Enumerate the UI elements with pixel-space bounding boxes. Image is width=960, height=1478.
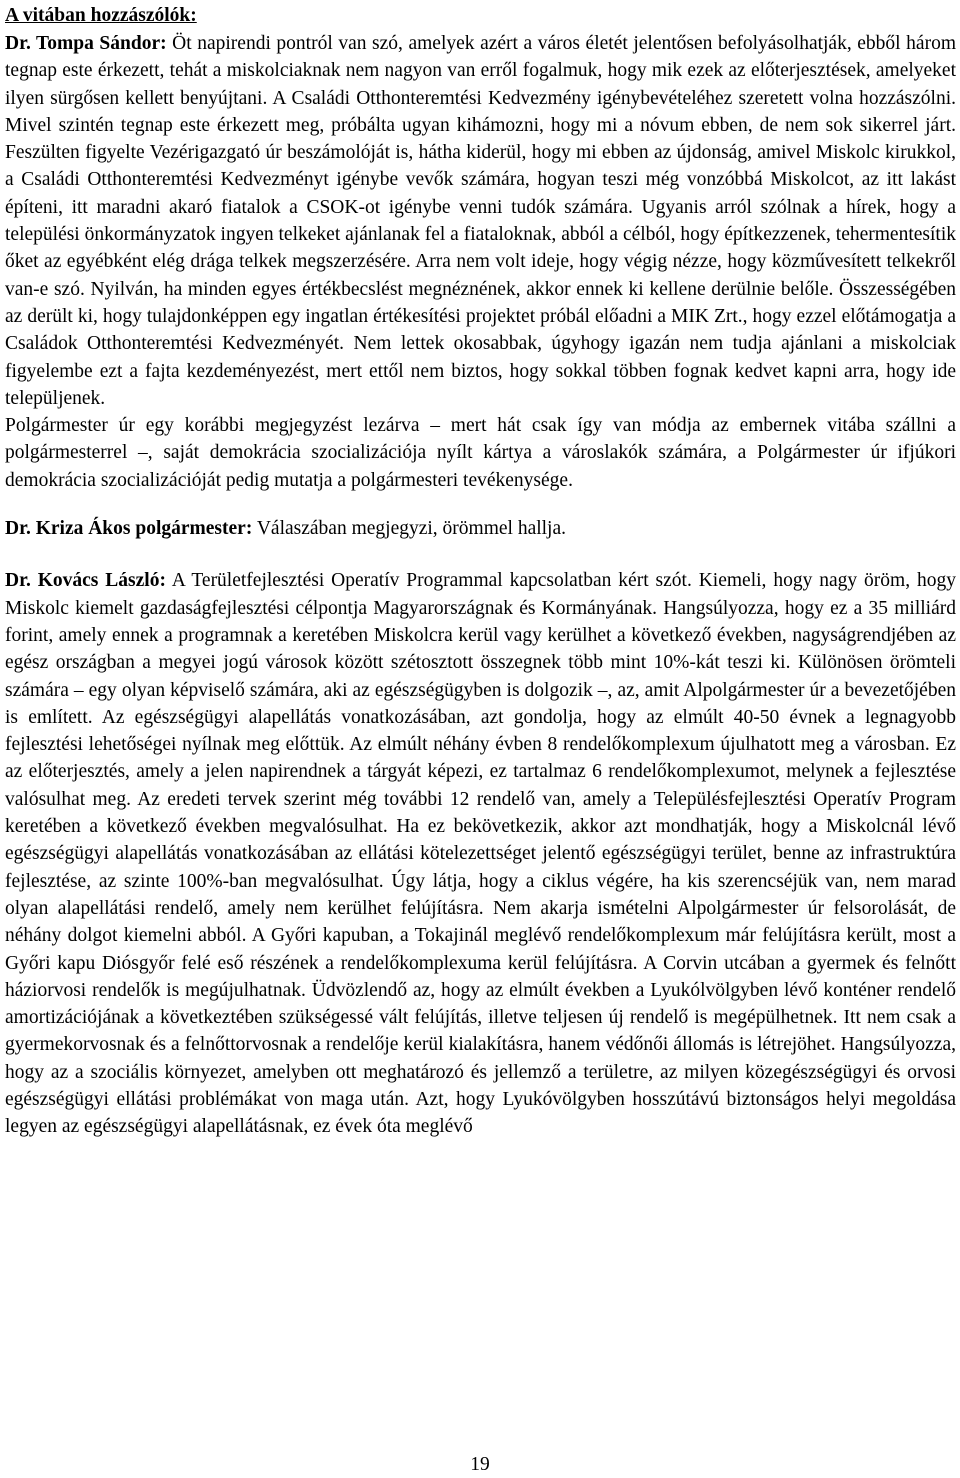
paragraph-spacer [5, 494, 956, 515]
page-number: 19 [470, 1454, 490, 1475]
paragraph-text: A Területfejlesztési Operatív Programmal kapcsolatban kért szót. Kiemeli, hogy nagy öröm, hogy Miskolc kiemelt gazdaságfejlesztési célpontja Magyarországnak és Kormányának. Hangsúlyozza, hogy ez a 35 milliárd forint, amely ennek a programnak a keretében Miskolcra kerül vagy kerülhet a következő években, nagyságrendjében az egész országban a megyei jogú városok között szétosztott összegnek több mint 10%-kát teszi ki. Különösen örömteli számára – egy olyan képviselő számára, aki az egészségügyben is dolgozik –, az, amit Alpolgármester úr a bevezetőjében is említett. Az egészségügyi alapellátás vonatkozásában, azt gondolja, hogy az elmúlt 40-50 évnek a legnagyobb fejlesztési lehetőségei nyílnak meg előttük. Az elmúlt néhány évben 8 rendelőkomplexum újulhatott meg a városban. Ez az előterjesztés, amely a jelen napirendnek a tárgyát képezi, ez tartalmaz 6 rendelőkomplexumot, melynek a fejlesztése valósulhat meg. Az eredeti tervek szerint még további 12 rendelő van, amely a Településfejlesztési Operatív Program keretében a következő években megvalósulhat. Ha ez bekövetkezik, akkor azt mondhatják, hogy a Miskolcnál lévő egészségügyi alapellátás vonatkozásában az ellátási kötelezettséget jelentő egészségügyi terület, benne az infrastruktúra fejlesztése, az szinte 100%-ban megvalósulhat. Úgy látja, hogy a ciklus végére, ha kis szerencséjük van, nem marad olyan alapellátási rendelő, amely nem kerülhet felújításra. Nem akarja ismételni Alpolgármester úr felsorolását, de néhány dolgot kiemelni abból. A Győri kapuban, a Tokajinál meglévő rendelőkomplexum már felújításra került, most a Győri kapu Diósgyőr felé eső részének a rendelőkomplexuma kerül felújításra. A Corvin utcában a gyermek és felnőtt háziorvosi rendelők is megújulhatnak. Üdvözlendő az, hogy az elmúlt években a Lyukólvölgyben lévő konténer rendelő amortizációjának a következtében szükségessé vált felújítás, illetve teljesen új rendelő is megépülhetnek. Itt nem csak a gyermekorvosnak és a felnőttorvosnak a rendelője kerül kialakításra, hanem védőnői állomás is létrejöhet. Hangsúlyozza, hogy az a szociális környezet, amelyben ott meghatározó és jellemző a területre, az milyen közegészségügyi és orvosi egészségügyi ellátási problémákat von maga után. Azt, hogy Lyukóvölgyben hosszútávú biztonságos helyi megoldása legyen az egészségügyi alapellátásnak, ez évek óta meglévő [5, 570, 956, 1138]
paragraph-kriza [5, 515, 956, 542]
paragraph-text: Polgármester úr egy korábbi megjegyzést lezárva – mert hát csak így van módja az embernek vitába szállni a polgármesterrel –, saját demokrácia szocializációja nyílt kártya a városlakók számára, a Polgármester úr ifjúkori demokrácia szocializációját pedig mutatja a polgármesteri tevékenysége. [5, 415, 956, 491]
paragraph-text: Válaszában megjegyzi, örömmel hallja. [252, 518, 567, 540]
paragraph-continuation [5, 412, 956, 494]
paragraph-text: Öt napirendi pontról van szó, amelyek azért a város életét jelentősen befolyásolhatják, ebből három tegnap este érkezett, tehát a miskolciaknak nem nagyon van erről fogalmuk, hogy mik ezek az előterjesztések, amelyeket ilyen sürgősen kellett benyújtani. A Családi Otthonteremtési Kedvezmény igénybevételéhez szeretett volna hozzászólni. Mivel szintén tegnap este érkezett meg, próbálta ugyan kihámozni, hogy mi a nóvum ebben, de nem sok sikerrel járt. Feszülten figyelte Vezérigazgató úr beszámolóját is, hátha kiderül, hogy mi ebben az újdonság, amivel Miskolc kirukkol, a Családi Otthonteremtési Kedvezményt igénybe vevők számára, hogyan teszi még vonzóbbá Miskolcot, az itt lakást építeni, itt maradni akaró fiatalok a CSOK-ot igénybe venni tudók számára. Ugyanis arról szólnak a hírek, hogy a települési önkormányzatok ingyen telkeket ajánlanak fel a fiataloknak, abból a célból, hogy építkezzenek, tehermentesítik őket az egyébként elég drága telkek megszerzésére. Arra nem volt ideje, hogy végig nézze, hogy közművesített telkekről van-e szó. Nyilván, ha minden egyes értékbecslést megnéznének, akkor ennek ki kellene derülnie belőle. Összességében az derült ki, hogy tulajdonképpen egy ingatlan értékesítési projektet próbál előadni a MIK Zrt., hogy ezzel előtámogatja a Családok Otthonteremtési Kedvezményét. Nem lettek okosabbak, úgyhogy igazán nem tudja ajánlani a miskolciak figyelembe ezt a fajta kezdeményezést, mert ettől nem biztos, hogy sokkal többen fognak kedvet kapni arra, hogy ide települjenek. [5, 33, 956, 409]
paragraph-kovacs [5, 567, 956, 1140]
document-page [5, 0, 956, 1141]
speaker-name: Dr. Kriza Ákos polgármester: [5, 518, 253, 540]
section-heading: A vitában hozzászólók: [5, 5, 197, 26]
paragraph-spacer [5, 542, 956, 567]
speaker-name: Dr. Kovács László: [5, 570, 166, 592]
speaker-name: Dr. Tompa Sándor: [5, 33, 167, 54]
paragraph-tompa [5, 30, 956, 412]
